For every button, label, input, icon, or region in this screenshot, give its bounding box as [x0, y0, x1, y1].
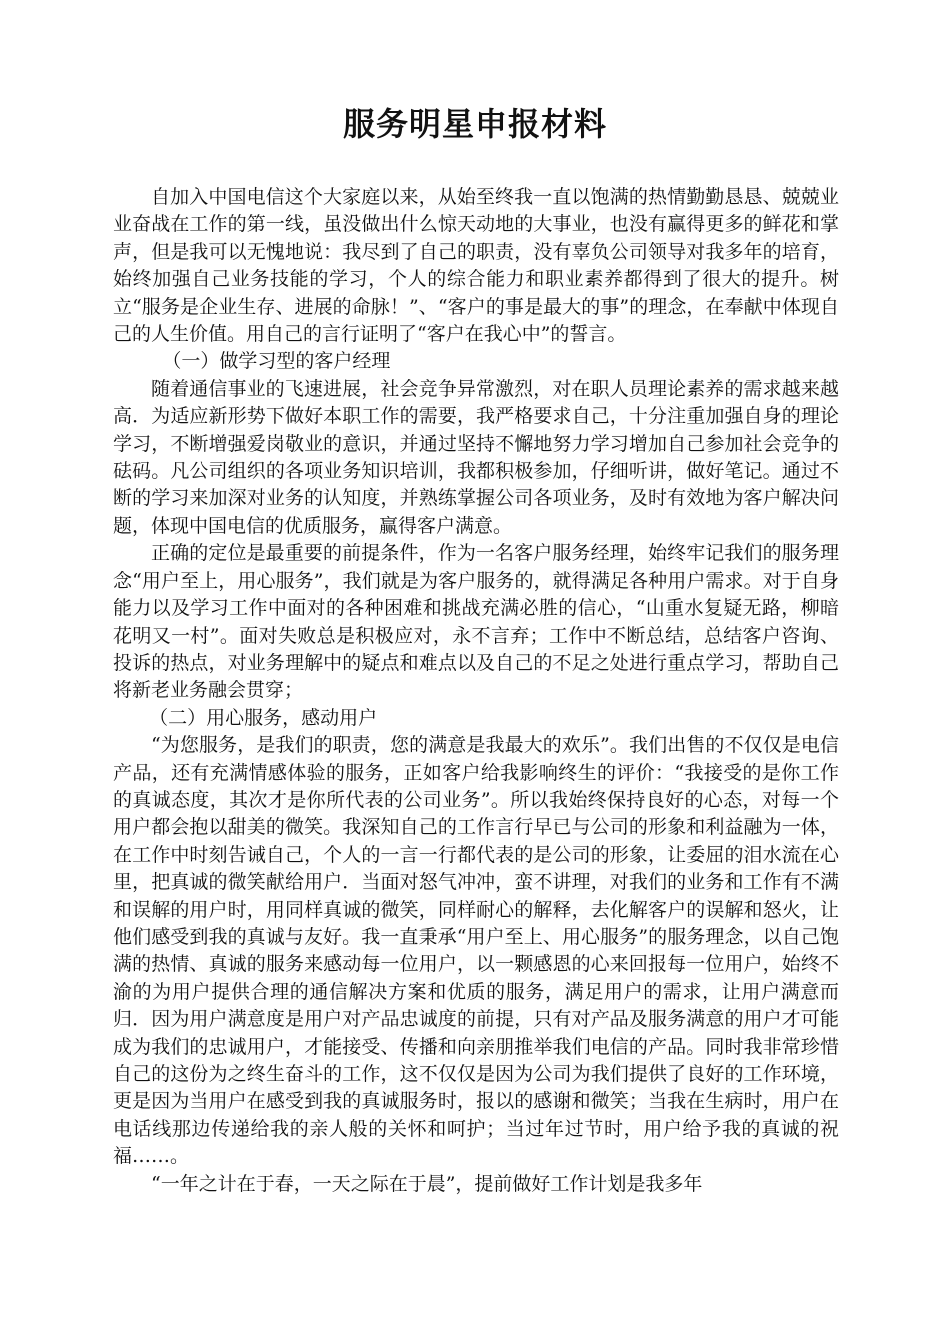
paragraph-service: “为您服务，是我们的职责，您的满意是我最大的欢乐”。我们出售的不仅仅是电信产品，还有充满情感体验的服务，正如客户给我影响终生的评价：“我接受的是你工作的真诚态度，其次才是你所代表的公司业务”。所以我始终保持良好的心态，对每一个用户都会抱以甜美的微笑。我深知自己的工作言行早已与公司的形象和利益融为一体，在工作中时刻告诫自己，个人的一言一行都代表的是公司的形象，让委屈的泪水流在心里，把真诚的微笑献给用户．当面对怒气冲冲，蛮不讲理，对我们的业务和工作有不满和误解的用户时，用同样真诚的微笑，同样耐心的解释，去化解客户的误解和怒火，让他们感受到我的真诚与友好。我一直秉承“用户至上、用心服务”的服务理念，以自己饱满的热情、真诚的服务来感动每一位用户，以一颗感恩的心来回报每一位用户，始终不渝的为用户提供合理的通信解决方案和优质的服务，满足用户的需求，让用户满意而归．因为用户满意度是用户对产品忠诚度的前提，只有对产品及服务满意的用户才可能成为我们的忠诚用户，才能接受、传播和向亲朋推举我们电信的产品。同时我非常珍惜自己的这份为之终生奋斗的工作，这不仅仅是因为公司为我们提供了良好的工作环境，更是因为当用户在感受到我的真诚服务时，报以的感谢和微笑；当我在生病时，用户在电话线那边传递给我的亲人般的关怀和呵护；当过年过节时，用户给予我的真诚的祝福……。	[113, 734, 839, 1168]
section-heading-1: （一）做学习型的客户经理	[162, 350, 391, 373]
section-heading-2: （二）用心服务，感动用户	[149, 706, 378, 729]
document-title: 服务明星申报材料	[342, 105, 607, 143]
document-body	[113, 184, 839, 1198]
paragraph-positioning: 正确的定位是最重要的前提条件，作为一名客户服务经理，始终牢记我们的服务理念“用户至上，用心服务”，我们就是为客户服务的，就得满足各种用户需求。对于自身能力以及学习工作中面对的各种困难和挑战充满必胜的信心，“山重水复疑无路，柳暗花明又一村”。面对失败总是积极应对，永不言弃；工作中不断总结，总结客户咨询、投诉的热点，对业务理解中的疑点和难点以及自己的不足之处进行重点学习，帮助自己将新老业务融会贯穿；	[113, 542, 839, 702]
paragraph-planning: “一年之计在于春，一天之际在于晨”，提前做好工作计划是我多年	[151, 1172, 703, 1195]
paragraph-intro: 自加入中国电信这个大家庭以来，从始至终我一直以饱满的热情勤勤恳恳、兢兢业业奋战在工作的第一线，虽没做出什么惊天动地的大事业，也没有赢得更多的鲜花和掌声，但是我可以无愧地说：我尽到了自己的职责，没有辜负公司领导对我多年的培育，始终加强自己业务技能的学习，个人的综合能力和职业素养都得到了很大的提升。树立“服务是企业生存、进展的命脉！”、“客户的事是最大的事”的理念，在奉献中体现自己的人生价值。用自己的言行证明了“客户在我心中”的誓言。	[113, 186, 839, 346]
paragraph-learning: 随着通信事业的飞速进展，社会竞争异常激烈，对在职人员理论素养的需求越来越高．为适应新形势下做好本职工作的需要，我严格要求自己，十分注重加强自身的理论学习，不断增强爱岗敬业的意识，并通过坚持不懈地努力学习增加自己参加社会竞争的砝码。凡公司组织的各项业务知识培训，我都积极参加，仔细听讲，做好笔记。通过不断的学习来加深对业务的认知度，并熟练掌握公司各项业务，及时有效地为客户解决问题，体现中国电信的优质服务，赢得客户满意。	[113, 377, 839, 537]
